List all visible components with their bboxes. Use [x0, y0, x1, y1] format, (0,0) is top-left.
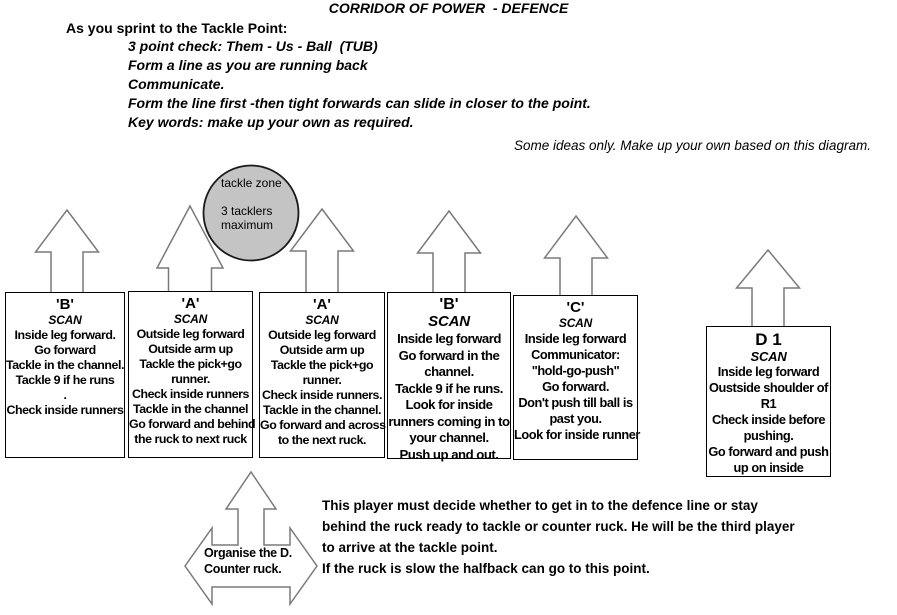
text-line: pushing.	[743, 428, 794, 443]
text-line: R1	[760, 396, 777, 411]
text-line: Check inside runners	[131, 387, 249, 401]
position-box-a-left	[128, 291, 256, 458]
text-line: If the ruck is slow the halfback can go to this point.	[322, 561, 650, 576]
page-title: CORRIDOR OF POWER - DEFENCE	[328, 0, 569, 16]
box-scan: SCAN	[305, 313, 339, 327]
text-line: Organise the D.	[204, 546, 292, 560]
box-body	[388, 331, 510, 463]
text-line: runners coming in to	[388, 413, 510, 429]
text-line: your channel.	[409, 430, 489, 445]
box-body	[260, 328, 384, 448]
text-line: Outside arm up	[148, 342, 233, 356]
up-arrow-a2	[291, 209, 354, 294]
text-line: Tackle 9 if he runs.	[395, 380, 503, 396]
text-line: Don't push till ball is	[518, 395, 633, 410]
box-label: 'A'	[181, 295, 200, 312]
position-box-b-left	[5, 292, 125, 458]
box-scan: SCAN	[48, 313, 82, 327]
text-line: Tackle 9 if he runs	[15, 373, 115, 387]
text-line: Tackle the pick+go	[270, 358, 374, 372]
box-scan: SCAN	[750, 349, 787, 364]
text-line: "hold-go-push"	[531, 363, 620, 378]
text-line: Go forward.	[542, 379, 609, 394]
text-line: Outside arm up	[279, 343, 365, 357]
text-line: up on inside	[733, 460, 804, 475]
box-label: D 1	[755, 330, 782, 349]
up-arrow-b2	[418, 211, 481, 294]
box-body	[514, 331, 640, 443]
text-line: to arrive at the tackle point.	[322, 540, 498, 555]
position-box-b-right	[387, 292, 511, 462]
text-line: Go forward and push	[708, 444, 829, 459]
text-line: Go forward	[34, 343, 96, 357]
text-line: maximum	[221, 218, 274, 232]
text-line: Check inside before	[711, 412, 826, 427]
text-line: Key words: make up your own as required.	[128, 114, 414, 130]
text-line: Push up and out.	[399, 446, 499, 462]
intro-heading: As you sprint to the Tackle Point:	[66, 20, 288, 36]
text-line: Check inside runners	[6, 403, 124, 417]
box-label: 'C'	[566, 299, 585, 316]
text-line: Form the line first -then tight forwards can slide in closer to the point.	[128, 95, 591, 111]
position-box-a-right	[259, 292, 385, 458]
text-line: Communicator:	[531, 347, 620, 362]
text-line: Inside leg forward	[397, 331, 501, 346]
text-line: Inside leg forward	[717, 364, 820, 379]
box-scan: SCAN	[173, 312, 208, 326]
organise-arrow-label	[204, 545, 292, 577]
box-body	[129, 327, 256, 447]
box-body	[707, 364, 830, 476]
text-line: Outside leg forward	[268, 328, 376, 342]
text-line: Tackle in the channel.	[263, 403, 381, 417]
text-line: Check inside runners.	[261, 388, 382, 402]
up-arrow-b1	[36, 210, 99, 294]
text-line: Look for inside	[405, 397, 493, 412]
text-line: .	[63, 388, 67, 402]
box-label: 'A'	[313, 296, 331, 313]
text-line: 3 point check: Them - Us - Ball (TUB)	[128, 38, 378, 54]
text-line: Counter ruck.	[204, 562, 282, 576]
text-line: behind the ruck ready to tackle or counter ruck. He will be the third player	[322, 519, 795, 534]
text-line: This player must decide whether to get in to the defence line or stay	[322, 498, 758, 513]
text-line: Oustside shoulder of	[709, 380, 828, 395]
text-line: to the next ruck.	[277, 433, 367, 447]
position-box-d1	[706, 326, 831, 477]
box-label: 'B'	[439, 296, 459, 313]
text-line: Tackle the pick+go	[139, 357, 242, 371]
text-line: Tackle in the channel	[133, 402, 248, 416]
text-line: Form a line as you are running back	[128, 57, 368, 73]
text-line: 3 tacklers	[221, 204, 273, 218]
up-arrow-d1	[737, 250, 800, 328]
text-line: Inside leg forward.	[14, 328, 116, 342]
box-body	[6, 328, 124, 418]
three-way-arrow	[185, 472, 317, 604]
text-line: Go forward in the	[398, 347, 500, 363]
text-line: Tackle in the channel.	[6, 358, 124, 372]
position-box-c	[513, 295, 638, 460]
text-line: Inside leg forward	[524, 331, 627, 346]
footer-paragraph	[322, 495, 795, 579]
text-line: tackle zone	[221, 176, 282, 190]
text-line: the ruck to next ruck	[134, 432, 247, 446]
box-scan: SCAN	[428, 313, 470, 330]
text-line	[221, 190, 282, 204]
text-line: runner.	[302, 373, 342, 387]
text-line: past you.	[549, 411, 602, 426]
side-note: Some ideas only. Make up your own based on this diagram.	[514, 138, 871, 153]
text-line: Go forward and behind	[129, 417, 256, 431]
up-arrow-c	[545, 216, 608, 297]
text-line: channel.	[424, 364, 474, 379]
text-line: Outside leg forward	[136, 327, 245, 341]
text-line: Communicate.	[128, 76, 225, 92]
text-line: Go forward and across	[260, 418, 386, 432]
text-line: runner.	[171, 372, 210, 386]
box-scan: SCAN	[558, 316, 593, 330]
text-line: Look for inside runner	[514, 427, 640, 442]
tackle-zone-label	[221, 176, 282, 232]
box-label: 'B'	[56, 296, 74, 313]
